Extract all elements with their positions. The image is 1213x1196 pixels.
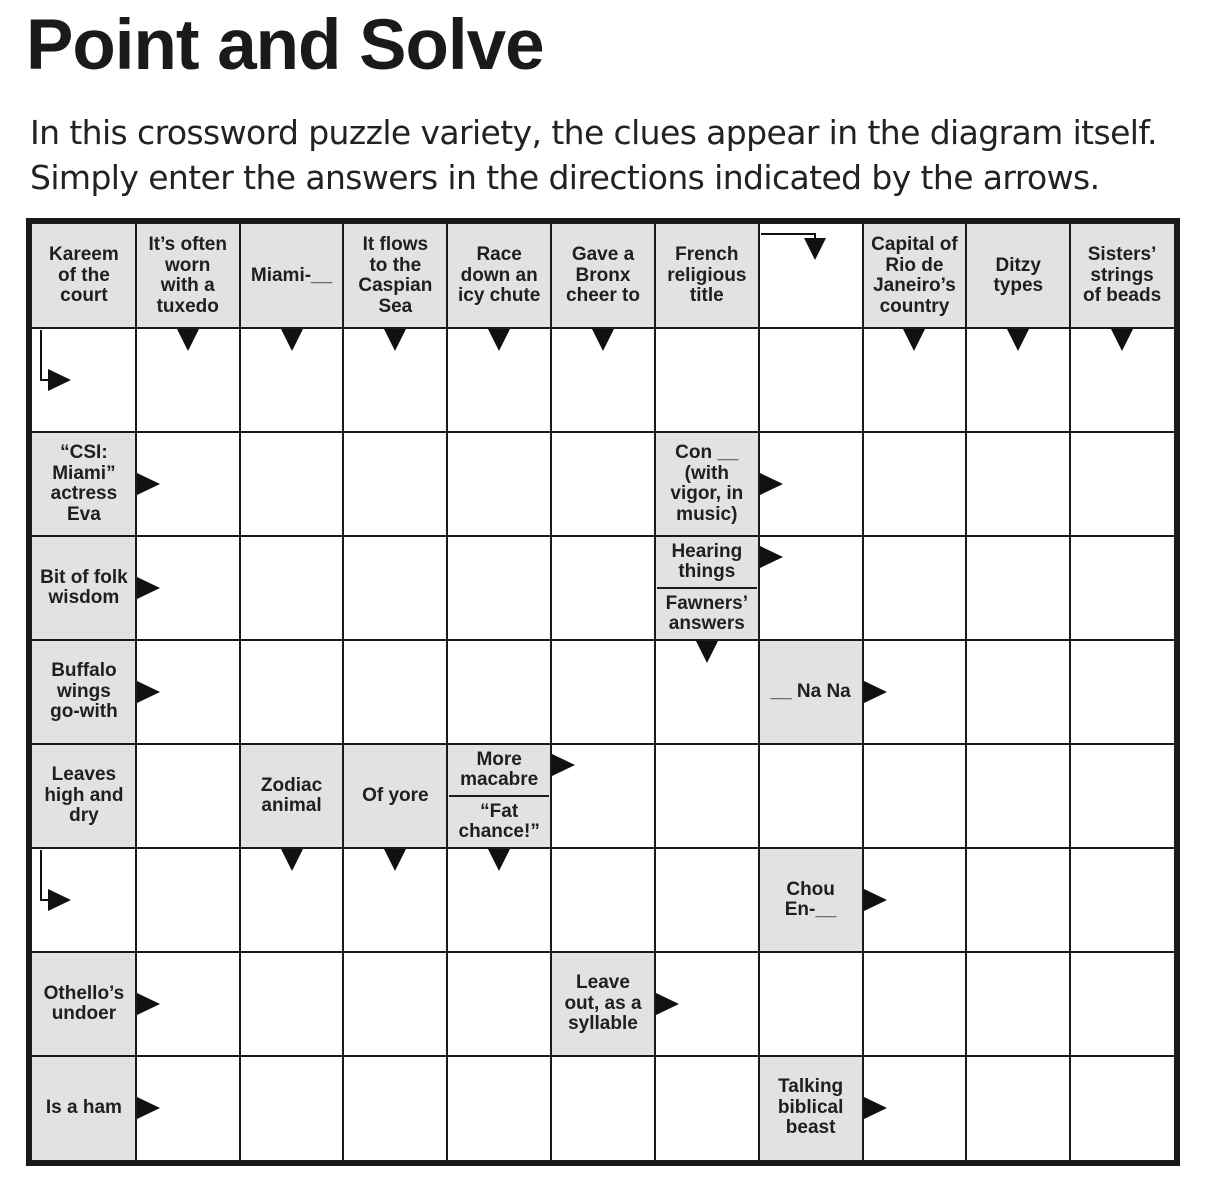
clue-text: “Fat chance!” — [458, 800, 540, 842]
answer-cell[interactable] — [551, 1056, 655, 1160]
clue-text: Talking biblical beast — [777, 1076, 844, 1139]
clue-cell — [863, 224, 967, 328]
answer-cell[interactable] — [240, 1056, 344, 1160]
arrow-right-icon — [864, 1097, 887, 1119]
clue-text: It flows to the Caspian Sea — [358, 234, 433, 317]
clue-text: Ditzy types — [993, 254, 1044, 296]
arrow-down-icon — [1111, 329, 1133, 351]
grid-line-horizontal — [32, 951, 1174, 953]
answer-cell[interactable] — [240, 432, 344, 536]
grid-line-vertical — [550, 224, 552, 1160]
arrow-down-icon — [281, 329, 303, 351]
answer-cell[interactable] — [655, 848, 759, 952]
arrow-right-icon — [48, 889, 71, 911]
answer-cell[interactable] — [863, 536, 967, 640]
clue-cell — [447, 224, 551, 328]
arrow-down-icon — [384, 329, 406, 351]
answer-cell[interactable] — [966, 952, 1070, 1056]
answer-cell[interactable] — [966, 536, 1070, 640]
clue-text: Race down an icy chute — [457, 244, 541, 307]
answer-cell[interactable] — [240, 536, 344, 640]
clue-cell-bottom-half — [447, 796, 551, 848]
answer-cell[interactable] — [136, 744, 240, 848]
answer-cell[interactable] — [759, 744, 863, 848]
clue-cell-bottom-half — [655, 588, 759, 640]
answer-cell[interactable] — [863, 432, 967, 536]
clue-cell — [655, 432, 759, 536]
arrow-down-icon — [1007, 329, 1029, 351]
clue-text: Bit of folk wisdom — [40, 566, 128, 608]
answer-cell[interactable] — [343, 432, 447, 536]
arrow-right-icon — [137, 1097, 160, 1119]
clue-cell-top-half — [655, 536, 759, 588]
crossword-grid — [26, 218, 1180, 1166]
answer-cell[interactable] — [966, 848, 1070, 952]
arrow-right-icon — [760, 473, 783, 495]
answer-cell[interactable] — [136, 848, 240, 952]
arrow-right-icon — [656, 993, 679, 1015]
bent-arrow-stem — [40, 330, 42, 380]
arrow-right-icon — [552, 754, 575, 776]
answer-cell[interactable] — [343, 952, 447, 1056]
clue-cell — [32, 640, 136, 744]
grid-line-horizontal — [32, 431, 1174, 433]
clue-cell — [240, 224, 344, 328]
clue-cell — [1070, 224, 1174, 328]
clue-cell — [32, 432, 136, 536]
answer-cell[interactable] — [1070, 744, 1174, 848]
grid-line-vertical — [654, 224, 656, 1160]
instructions-line-2: Simply enter the answers in the directions indicated by the arrows. — [30, 158, 1100, 197]
clue-text: __ Na Na — [770, 680, 851, 702]
clue-cell — [655, 224, 759, 328]
grid-line-vertical — [758, 224, 760, 1160]
clue-text: Of yore — [362, 784, 429, 806]
split-divider — [657, 587, 757, 589]
arrow-down-icon — [804, 238, 826, 260]
answer-cell[interactable] — [343, 536, 447, 640]
clue-cell — [759, 848, 863, 952]
arrow-right-icon — [760, 546, 783, 568]
arrow-down-icon — [488, 849, 510, 871]
clue-text: “CSI: Miami” actress Eva — [50, 442, 118, 525]
clue-text: Con __ (with vigor, in music) — [670, 442, 744, 525]
clue-cell — [966, 224, 1070, 328]
clue-cell — [136, 224, 240, 328]
answer-cell[interactable] — [759, 328, 863, 432]
arrow-right-icon — [137, 473, 160, 495]
clue-text: French religious title — [667, 244, 747, 307]
answer-cell[interactable] — [966, 432, 1070, 536]
answer-cell[interactable] — [863, 744, 967, 848]
arrow-right-icon — [137, 681, 160, 703]
answer-cell[interactable] — [447, 952, 551, 1056]
answer-cell[interactable] — [240, 640, 344, 744]
clue-text: Leave out, as a syllable — [564, 972, 642, 1035]
clue-cell — [240, 744, 344, 848]
grid-line-horizontal — [32, 535, 1174, 537]
answer-cell[interactable] — [759, 952, 863, 1056]
clue-text: Hearing things — [671, 540, 743, 582]
answer-cell[interactable] — [1070, 536, 1174, 640]
split-divider — [449, 795, 549, 797]
answer-cell[interactable] — [966, 640, 1070, 744]
clue-cell — [759, 1056, 863, 1160]
arrow-down-icon — [592, 329, 614, 351]
arrow-down-icon — [177, 329, 199, 351]
answer-cell[interactable] — [1070, 1056, 1174, 1160]
arrow-right-icon — [864, 889, 887, 911]
bent-arrow-stem — [761, 233, 815, 235]
arrow-down-icon — [696, 641, 718, 663]
answer-cell[interactable] — [1070, 848, 1174, 952]
clue-text: Chou En-__ — [784, 878, 837, 920]
clue-cell — [32, 224, 136, 328]
answer-cell[interactable] — [551, 536, 655, 640]
answer-cell[interactable] — [447, 432, 551, 536]
clue-text: More macabre — [460, 748, 539, 790]
grid-line-horizontal — [32, 847, 1174, 849]
grid-line-vertical — [446, 224, 448, 1160]
clue-text: Buffalo wings go-with — [50, 660, 118, 723]
clue-cell — [343, 744, 447, 848]
clue-cell — [759, 640, 863, 744]
arrow-down-icon — [488, 329, 510, 351]
clue-text: Gave a Bronx cheer to — [566, 244, 640, 307]
grid-line-vertical — [342, 224, 344, 1160]
answer-cell[interactable] — [655, 328, 759, 432]
answer-cell[interactable] — [863, 952, 967, 1056]
arrow-down-icon — [281, 849, 303, 871]
clue-cell — [32, 536, 136, 640]
answer-cell[interactable] — [1070, 640, 1174, 744]
clue-cell — [343, 224, 447, 328]
arrow-right-icon — [864, 681, 887, 703]
clue-text: It’s often worn with a tuxedo — [148, 234, 227, 317]
grid-line-horizontal — [32, 1055, 1174, 1057]
answer-cell[interactable] — [551, 640, 655, 744]
arrow-right-icon — [137, 993, 160, 1015]
answer-cell[interactable] — [447, 536, 551, 640]
answer-cell[interactable] — [240, 952, 344, 1056]
arrow-down-icon — [903, 329, 925, 351]
clue-cell — [32, 1056, 136, 1160]
clue-cell — [551, 952, 655, 1056]
grid-line-horizontal — [32, 743, 1174, 745]
answer-cell[interactable] — [1070, 432, 1174, 536]
answer-cell[interactable] — [343, 640, 447, 744]
arrow-right-icon — [137, 577, 160, 599]
answer-cell[interactable] — [655, 1056, 759, 1160]
clue-text: Kareem of the court — [49, 244, 119, 307]
arrow-down-icon — [384, 849, 406, 871]
answer-cell[interactable] — [447, 1056, 551, 1160]
answer-cell[interactable] — [343, 1056, 447, 1160]
clue-cell — [551, 224, 655, 328]
grid-line-vertical — [965, 224, 967, 1160]
answer-cell[interactable] — [447, 640, 551, 744]
clue-text: Othello’s undoer — [43, 982, 125, 1024]
grid-line-vertical — [239, 224, 241, 1160]
answer-cell[interactable] — [966, 744, 1070, 848]
clue-cell — [32, 744, 136, 848]
clue-text: Is a ham — [45, 1096, 122, 1118]
clue-text: Leaves high and dry — [44, 764, 124, 827]
clue-text: Sisters’ strings of beads — [1083, 244, 1162, 307]
answer-cell[interactable] — [1070, 952, 1174, 1056]
clue-text: Zodiac animal — [260, 774, 323, 816]
clue-text: Capital of Rio de Janeiro’s country — [871, 234, 958, 317]
grid-line-vertical — [1069, 224, 1071, 1160]
clue-text: Miami-__ — [250, 264, 333, 286]
arrow-right-icon — [48, 369, 71, 391]
answer-cell[interactable] — [551, 432, 655, 536]
answer-cell[interactable] — [966, 1056, 1070, 1160]
answer-cell[interactable] — [655, 744, 759, 848]
clue-text: Fawners’ answers — [665, 592, 748, 634]
bent-arrow-stem — [40, 850, 42, 900]
answer-cell[interactable] — [551, 848, 655, 952]
instructions — [30, 110, 1157, 200]
instructions-line-1: In this crossword puzzle variety, the clues appear in the diagram itself. — [30, 113, 1157, 152]
puzzle-title: Point and Solve — [26, 6, 544, 85]
grid-line-horizontal — [32, 639, 1174, 641]
clue-cell — [32, 952, 136, 1056]
clue-cell-top-half — [447, 744, 551, 796]
